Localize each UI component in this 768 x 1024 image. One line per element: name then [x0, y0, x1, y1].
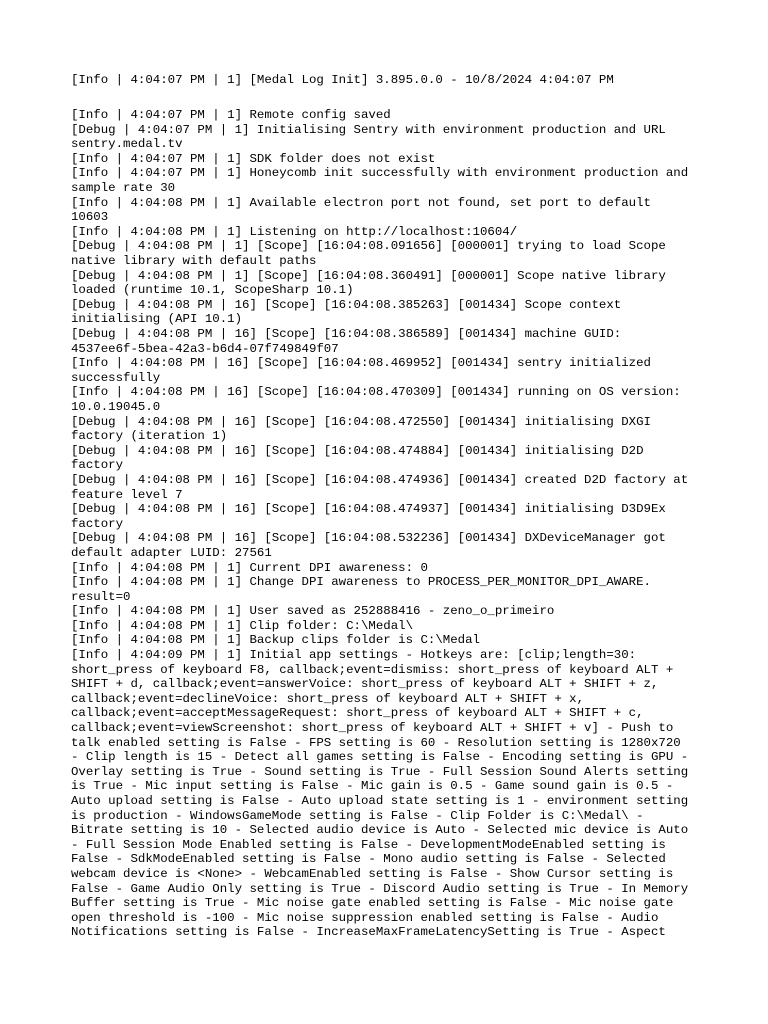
log-entry: [Debug | 4:04:08 PM | 16] [Scope] [16:04:08.474936] [001434] created D2D factory at feature level 7: [71, 472, 689, 502]
log-entry: [Info | 4:04:08 PM | 1] Available electron port not found, set port to default 10603: [71, 195, 651, 225]
log-entry: [Debug | 4:04:07 PM | 1] Initialising Sentry with environment production and URL sentry.medal.tv: [71, 122, 666, 152]
log-entry: [Info | 4:04:08 PM | 16] [Scope] [16:04:08.469952] [001434] sentry initialized successfully: [71, 356, 651, 385]
log-entry: [Debug | 4:04:08 PM | 1] [Scope] [16:04:08.360491] [000001] Scope native library loaded (runtime 10.1, ScopeSharp 10.1): [71, 268, 666, 298]
log-entry: [Info | 4:04:07 PM | 1] Honeycomb init successfully with environment production and sample rate 30: [71, 166, 689, 196]
log-entry: [Debug | 4:04:08 PM | 1] [Scope] [16:04:08.091656] [000001] trying to load Scope native library with default paths: [71, 239, 666, 269]
log-entry: [Info | 4:04:08 PM | 1] Change DPI awareness to PROCESS_PER_MONITOR_DPI_AWARE. result=0: [71, 575, 651, 604]
log-entry: [Info | 4:04:07 PM | 1] Remote config saved: [71, 108, 391, 123]
log-entry: [Debug | 4:04:08 PM | 16] [Scope] [16:04:08.386589] [001434] machine GUID: 4537ee6f-5bea-42a3-b6d4-07f749849f07: [71, 327, 622, 356]
log-entry: [Info | 4:04:09 PM | 1] Initial app settings - Hotkeys are: [clip;length=30: short_press of keyboard F8, callback;event=dismiss: short_press of keyboard ALT + SHIFT + d, callback;event=answerVoice: short_press of keyboard ALT + SHIFT + z, callback;event=declineVoice: short_press of keyboard ALT + SHIFT + x, callback;event=acceptMessageRequest: short_press of keyboard ALT + SHIFT + c, callback;event=viewScreenshot: short_press of keyboard ALT + SHIFT + v] - Push to talk enabled setting is False - FPS setting is 60 - Resolution setting is 1280x720 - Clip length is 15 - Detect all games setting is False - Encoding setting is GPU - Overlay setting is True - Sound setting is True - Full Session Sound Alerts setting is True - Mic input setting is False - Mic gain is 0.5 - Game sound gain is 0.5 - Auto upload setting is False - Auto upload state setting is 1 - environment setting is production - WindowsGameMode setting is False - Clip Folder is C:\Medal\ - Bitrate setting is 10 - Selected audio device is Auto - Selected mic device is Auto - Full Session Mode Enabled setting is False - DevelopmentModeEnabled setting is False - SdkModeEnabled setting is False - Mono audio setting is False - Selected webcam device is <None> - WebcamEnabled setting is False - Show Cursor setting is False - Game Audio Only setting is True - Discord Audio setting is True - In Memory Buffer setting is True - Mic noise gate enabled setting is False - Mic noise gate open threshold is -100 - Mic noise suppression enabled setting is False - Audio Notifications setting is False - IncreaseMaxFrameLatencySetting is True - Aspect: [71, 648, 689, 940]
log-document: [71, 73, 711, 940]
log-entry: [Info | 4:04:08 PM | 1] Listening on http://localhost:10604/: [71, 224, 518, 239]
log-header-line: [Info | 4:04:07 PM | 1] [Medal Log Init] 3.895.0.0 - 10/8/2024 4:04:07 PM: [71, 73, 614, 87]
log-entry: [Debug | 4:04:08 PM | 16] [Scope] [16:04:08.474937] [001434] initialising D3D9Ex factory: [71, 502, 666, 531]
log-entry: [Info | 4:04:08 PM | 1] Backup clips folder is C:\Medal: [71, 633, 480, 648]
log-entry: [Debug | 4:04:08 PM | 16] [Scope] [16:04:08.532236] [001434] DXDeviceManager got default adapter LUID: 27561: [71, 531, 666, 560]
log-entry: [Debug | 4:04:08 PM | 16] [Scope] [16:04:08.474884] [001434] initialising D2D factory: [71, 443, 644, 473]
blank-line: [71, 88, 711, 109]
log-entry: [Info | 4:04:08 PM | 16] [Scope] [16:04:08.470309] [001434] running on OS version: 10.0.19045.0: [71, 385, 681, 414]
log-entry: [Info | 4:04:08 PM | 1] Current DPI awareness: 0: [71, 560, 428, 575]
log-entries: [71, 108, 711, 940]
log-entry: [Debug | 4:04:08 PM | 16] [Scope] [16:04:08.385263] [001434] Scope context initialising (API 10.1): [71, 297, 622, 327]
log-entry: [Info | 4:04:08 PM | 1] Clip folder: C:\Medal\: [71, 618, 414, 633]
log-entry: [Info | 4:04:07 PM | 1] SDK folder does not exist: [71, 151, 436, 166]
log-entry: [Info | 4:04:08 PM | 1] User saved as 252888416 - zeno_o_primeiro: [71, 604, 555, 619]
log-entry: [Debug | 4:04:08 PM | 16] [Scope] [16:04:08.472550] [001434] initialising DXGI factory (iteration 1): [71, 414, 651, 444]
